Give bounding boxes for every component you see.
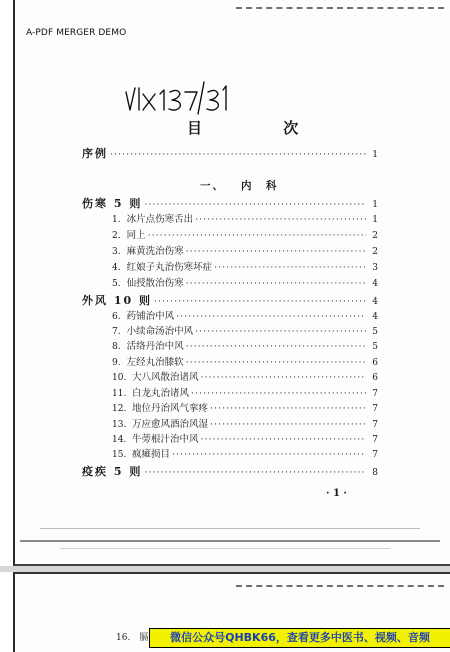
toc-group-row bbox=[82, 466, 378, 479]
toc-item-row bbox=[112, 434, 378, 446]
toc-item-num: 2. bbox=[112, 231, 121, 241]
toc-page-ref: 8 bbox=[372, 468, 378, 478]
toc-item-title: 大八风散治诸风 bbox=[132, 372, 199, 383]
toc-page-ref: 4 bbox=[372, 297, 378, 307]
toc-preface-row bbox=[82, 148, 378, 161]
toc-item-num: 1. bbox=[112, 215, 121, 225]
toc-item-row bbox=[112, 214, 378, 226]
toc-group-row bbox=[82, 295, 378, 308]
handwritten-note bbox=[122, 80, 242, 116]
toc-item-num: 15. bbox=[112, 450, 127, 460]
toc-page-ref: 4 bbox=[372, 312, 378, 322]
toc-page-ref: 2 bbox=[372, 231, 378, 241]
toc-item-title: 左经丸治膝软 bbox=[126, 357, 184, 368]
toc-item-num: 9. bbox=[112, 358, 121, 368]
toc-item-num: 6. bbox=[112, 312, 121, 322]
toc-page-ref: 2 bbox=[372, 247, 378, 257]
scan-line bbox=[60, 548, 390, 549]
toc-item-num: 13. bbox=[112, 420, 127, 430]
toc-page-ref: 7 bbox=[372, 389, 378, 399]
toc-title: 目 次 bbox=[187, 119, 337, 137]
toc-item-num: 7. bbox=[112, 327, 121, 337]
toc-item-num: 3. bbox=[112, 247, 121, 257]
toc-page-ref: 1 bbox=[372, 200, 378, 210]
toc-item-title: 冰片点伤寒舌出 bbox=[126, 214, 194, 225]
toc-item-num: 14. bbox=[112, 435, 127, 445]
toc-item-title: 万应愈风酒治风湿 bbox=[132, 419, 209, 430]
toc-preface-label: 序例 bbox=[82, 147, 108, 160]
toc-item-row bbox=[112, 326, 378, 338]
toc-item-row bbox=[112, 357, 378, 369]
toc-item-row bbox=[112, 372, 378, 384]
watermark-text: A-PDF MERGER DEMO bbox=[26, 28, 127, 38]
toc-page-ref: 5 bbox=[372, 327, 378, 337]
page-number: · 1 · bbox=[326, 488, 347, 499]
scan-dashes-page2 bbox=[236, 585, 444, 587]
toc-page-ref: 6 bbox=[372, 358, 378, 368]
scan-line bbox=[40, 528, 420, 529]
toc-item-row bbox=[112, 230, 378, 242]
toc-item-row bbox=[112, 278, 378, 290]
section-heading-num: 一、 bbox=[200, 180, 225, 192]
scan-dashes-top bbox=[236, 7, 444, 9]
section-heading-title: 内 科 bbox=[241, 180, 279, 192]
toc-page-ref: 5 bbox=[372, 342, 378, 352]
toc-page-ref: 7 bbox=[372, 420, 378, 430]
toc-item-num: 4. bbox=[112, 263, 121, 273]
toc-item-row bbox=[112, 311, 378, 323]
toc-item-num: 8. bbox=[112, 342, 121, 352]
toc-item-row bbox=[112, 262, 378, 274]
toc-item-title: 地位丹治风气挛疼 bbox=[132, 403, 209, 414]
toc-page-ref: 7 bbox=[372, 450, 378, 460]
toc-item-title: 活络丹治中风 bbox=[126, 341, 184, 352]
toc-item-title: 药铺治中风 bbox=[126, 311, 175, 322]
toc-page-ref: 7 bbox=[372, 435, 378, 445]
toc-item-row bbox=[112, 388, 378, 400]
toc-group-label: 疫疾 5 则 bbox=[82, 465, 143, 478]
scan-line bbox=[20, 540, 440, 542]
toc-page-ref: 6 bbox=[372, 373, 378, 383]
toc-item-title: 红娘子丸治伤寒坏症 bbox=[126, 262, 213, 273]
toc-page-ref: 1 bbox=[372, 215, 378, 225]
toc-page-ref: 4 bbox=[372, 279, 378, 289]
toc-item-title: 牛蒡根汁治中风 bbox=[132, 434, 199, 445]
toc-page-ref: 1 bbox=[372, 150, 378, 160]
toc-group-label: 外风 10 则 bbox=[82, 294, 152, 307]
toc-item-row bbox=[112, 341, 378, 353]
toc-item-row bbox=[112, 246, 378, 258]
promo-banner: 微信公众号QHBK66，查看更多中医书、视频、音频 bbox=[149, 628, 450, 648]
toc-item-row bbox=[112, 419, 378, 431]
toc-item-title: 疯瘫损目 bbox=[132, 449, 171, 460]
toc-item-num: 5. bbox=[112, 279, 121, 289]
toc-item-title: 仙授散治伤寒 bbox=[126, 278, 184, 289]
section-heading bbox=[200, 178, 279, 193]
next-page-entry: 16. 膈 bbox=[116, 633, 149, 643]
toc-item-title: 麻黄洗治伤寒 bbox=[126, 246, 184, 257]
toc-page-ref: 3 bbox=[372, 263, 378, 273]
toc-group-row bbox=[82, 198, 378, 211]
toc-page-ref: 7 bbox=[372, 404, 378, 414]
toc-leader bbox=[110, 149, 366, 161]
toc-item-title: 小续命汤治中风 bbox=[126, 326, 194, 337]
toc-item-title: 同上 bbox=[126, 230, 146, 241]
toc-group-label: 伤寒 5 则 bbox=[82, 197, 143, 210]
toc-item-num: 10. bbox=[112, 373, 127, 383]
toc-item-num: 12. bbox=[112, 404, 127, 414]
toc-item-num: 11. bbox=[112, 389, 127, 399]
toc-item-row bbox=[112, 449, 378, 461]
toc-item-title: 白龙丸治诸风 bbox=[132, 388, 190, 399]
toc-item-row bbox=[112, 403, 378, 415]
